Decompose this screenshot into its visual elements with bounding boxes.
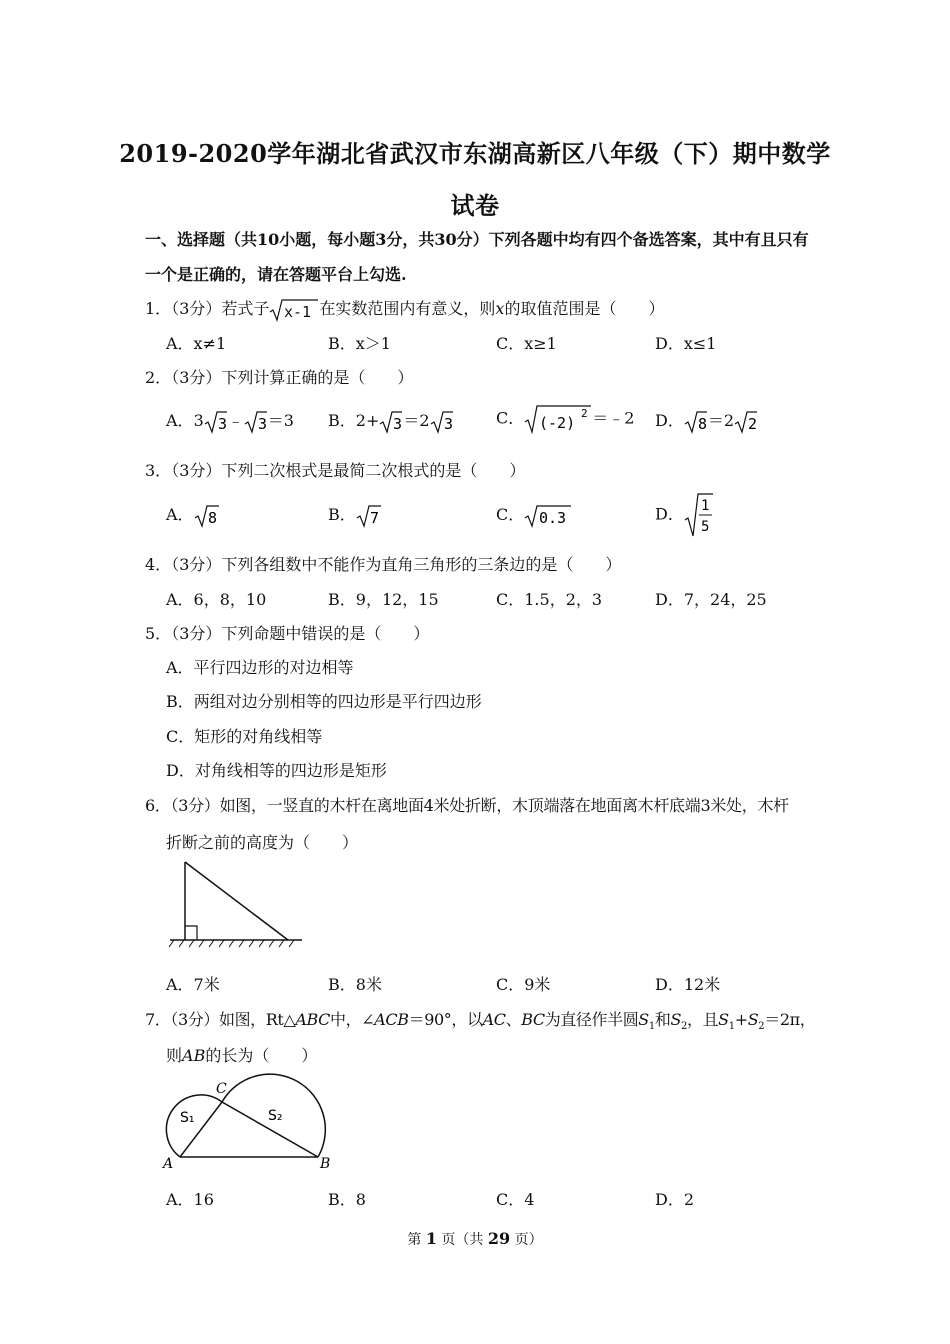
- q5-option-c[interactable]: C．矩形的对角线相等: [166, 727, 323, 746]
- question-1-stem: 1．（3分）若式子 x-1 在实数范围内有意义，则x的取值范围是（ ）: [145, 299, 665, 321]
- pole-broken-part: [185, 862, 288, 940]
- label-s1: S₁: [180, 1110, 195, 1126]
- q2-option-d[interactable]: D． 8 ＝2 2: [655, 411, 758, 433]
- svg-text:3: 3: [257, 414, 267, 433]
- q7-option-d[interactable]: D．2: [655, 1190, 695, 1209]
- q2-option-c[interactable]: C． (-2) 2 ＝﹣2: [496, 407, 635, 432]
- q4-option-b[interactable]: B．9，12，15: [328, 590, 439, 609]
- svg-text:3: 3: [443, 414, 453, 433]
- sqrt-x-minus-1: [269, 298, 319, 322]
- svg-text:3: 3: [393, 414, 403, 433]
- svg-text:5: 5: [700, 519, 710, 535]
- q3-option-b[interactable]: B． 7: [328, 505, 379, 527]
- label-b: B: [320, 1156, 331, 1172]
- q7-option-c[interactable]: C．4: [496, 1190, 535, 1209]
- section-heading-line2: 一个是正确的，请在答题平台上勾选.: [145, 265, 407, 284]
- q7-semicircles-figure: [160, 1070, 340, 1174]
- q6-option-b[interactable]: B．8米: [328, 975, 382, 994]
- q1-option-b[interactable]: B．x＞1: [328, 334, 391, 353]
- question-7-stem-line2: 则AB的长为（ ）: [166, 1046, 318, 1065]
- q1-option-c[interactable]: C．x≥1: [496, 334, 557, 353]
- q3-option-d[interactable]: D． 1 5: [655, 492, 714, 538]
- q5-option-a[interactable]: A．平行四边形的对边相等: [166, 658, 354, 677]
- question-2-stem: 2．（3分）下列计算正确的是（ ）: [145, 368, 414, 387]
- label-a: A: [163, 1156, 174, 1172]
- label-c: C: [216, 1081, 227, 1097]
- svg-text:3: 3: [217, 414, 227, 433]
- svg-text:7: 7: [369, 508, 379, 527]
- question-3-stem: 3．（3分）下列二次根式是最简二次根式的是（ ）: [145, 461, 526, 480]
- svg-text:2: 2: [748, 414, 758, 433]
- q6-broken-pole-figure: [166, 858, 306, 950]
- right-angle-mark: [185, 926, 197, 940]
- q3-option-a[interactable]: A． 8: [166, 505, 217, 527]
- svg-text:1: 1: [700, 498, 710, 514]
- q4-option-d[interactable]: D．7，24，25: [655, 590, 767, 609]
- q2-option-b[interactable]: B．2+ 3 ＝2 3: [328, 411, 453, 433]
- q5-option-b[interactable]: B．两组对边分别相等的四边形是平行四边形: [166, 692, 482, 711]
- q4-option-a[interactable]: A．6，8，10: [166, 590, 267, 609]
- q3-option-c[interactable]: C． 0.3: [496, 502, 572, 528]
- q2-option-a[interactable]: A．3 3 ﹣ 3 ＝3: [166, 411, 294, 433]
- question-4-stem: 4．（3分）下列各组数中不能作为直角三角形的三条边的是（ ）: [145, 555, 622, 574]
- q1-option-d[interactable]: D．x≤1: [655, 334, 717, 353]
- q1-option-a[interactable]: A．x≠1: [166, 334, 227, 353]
- exam-title-line2: 试卷: [450, 191, 500, 220]
- label-s2: S₂: [268, 1108, 283, 1124]
- svg-text:8: 8: [697, 414, 707, 433]
- q4-option-c[interactable]: C．1.5，2，3: [496, 590, 603, 609]
- svg-text:(-2): (-2): [539, 414, 576, 432]
- section-heading-line1: 一、选择题（共10小题，每小题3分，共30分）下列各题中均有四个备选答案，其中有且只有: [145, 230, 809, 249]
- q6-option-c[interactable]: C．9米: [496, 975, 551, 994]
- question-6-stem-line2: 折断之前的高度为（ ）: [166, 833, 359, 852]
- page-footer: 第 1 页（共 29 页）: [407, 1229, 543, 1248]
- total-page-count: 29: [487, 1229, 511, 1248]
- svg-text:2: 2: [581, 407, 588, 420]
- q7-option-a[interactable]: A．16: [166, 1190, 214, 1209]
- question-5-stem: 5．（3分）下列命题中错误的是（ ）: [145, 624, 430, 643]
- q6-option-d[interactable]: D．12米: [655, 975, 721, 994]
- exam-title-line1: 2019-2020学年湖北省武汉市东湖高新区八年级（下）期中数学: [119, 139, 831, 168]
- current-page-number: 1: [425, 1229, 437, 1248]
- svg-text:0.3: 0.3: [539, 508, 567, 527]
- question-6-stem-line1: 6．（3分）如图，一竖直的木杆在离地面4米处折断，木顶端落在地面离木杆底端3米处，木杆: [145, 796, 789, 815]
- q6-option-a[interactable]: A．7米: [166, 975, 220, 994]
- svg-text:x-1: x-1: [284, 302, 312, 321]
- question-7-stem-line1: 7．（3分）如图，Rt△ABC中，∠ACB＝90°，以AC、BC为直径作半圆$S_1$和$S_2$，且$S_1+S_2=2\pi$，: [145, 1010, 816, 1033]
- ground-hatching: [169, 940, 294, 947]
- q5-option-d[interactable]: D．对角线相等的四边形是矩形: [166, 761, 387, 780]
- q7-option-b[interactable]: B．8: [328, 1190, 366, 1209]
- svg-text:8: 8: [207, 508, 217, 527]
